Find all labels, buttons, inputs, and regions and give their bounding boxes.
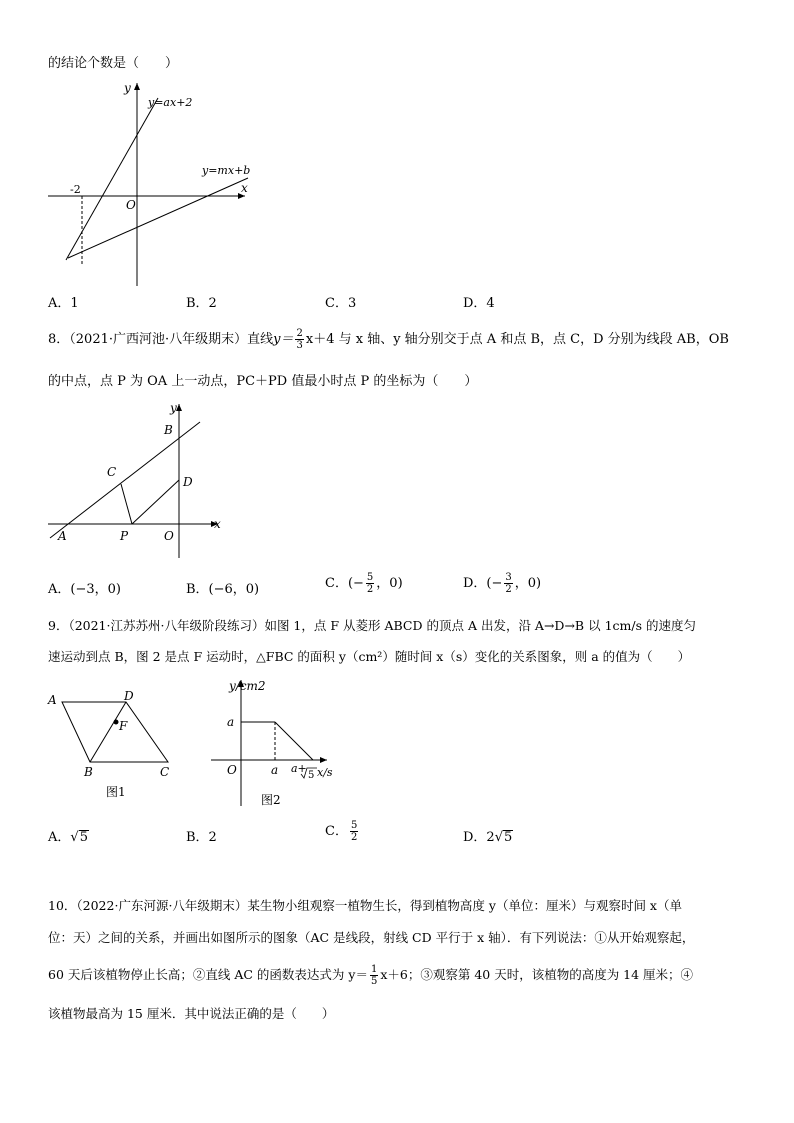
q10-stem-line3	[48, 964, 693, 987]
q8-option-c-frac	[366, 572, 374, 595]
q9-option-d[interactable]	[463, 828, 513, 848]
q8-point-b: B	[164, 423, 173, 437]
q9-fig2-caption: 图2	[261, 793, 281, 807]
q10-line3-a: 60 天后该植物停止长高；②直线 AC 的函数表达式为 y＝	[48, 967, 368, 982]
q8-y-label: y	[170, 401, 177, 415]
q8-option-a[interactable]: A．(−3，0)	[48, 582, 121, 597]
q7-option-c[interactable]: C．3	[325, 296, 357, 311]
q8-option-d-den: 2	[505, 584, 512, 595]
q9-figure2-graph	[205, 676, 345, 816]
q9-option-d-pre: D．2	[463, 830, 495, 845]
q8-option-d-frac	[504, 572, 512, 595]
q9-fig1-d: D	[124, 689, 134, 703]
q10-frac-den: 5	[370, 976, 378, 987]
q9-option-d-radicand: 5	[504, 830, 513, 845]
q8-after-frac: x＋4 与 x 轴、y 轴分别交于点 A 和点 B，点 C，D 分别为线段 AB，OB	[305, 332, 729, 347]
q8-option-d-post: ，0)	[514, 576, 542, 591]
q9-fig1-b: B	[84, 765, 93, 779]
q9-fig1-a: A	[48, 693, 57, 707]
q9-option-a-pre: A．	[48, 830, 71, 845]
sqrt-icon: √	[70, 830, 79, 845]
q8-figure	[40, 400, 230, 560]
q9-option-c-den: 2	[350, 832, 358, 843]
q9-fig2-sqrt5: 5	[308, 770, 315, 781]
q8-option-c[interactable]	[325, 572, 403, 595]
q9-fig1-c: C	[160, 765, 170, 779]
q8-x-label: x	[214, 517, 221, 531]
q8-point-p: P	[120, 529, 129, 543]
q10-stem-line2: 位：天）之间的关系，并画出如图所示的图象（AC 是线段，射线 CD 平行于 x 轴）．有下列说法：①从开始观察起，	[48, 930, 695, 945]
q7-x-label: x	[241, 181, 248, 195]
q8-option-c-post: ，0)	[376, 576, 403, 591]
q8-option-d-pre: D．(−	[463, 576, 503, 591]
q9-fig1-caption: 图1	[106, 785, 126, 799]
q10-frac-num: 1	[370, 964, 378, 975]
q9-stem-line2: 速运动到点 B，图 2 是点 F 运动时，△FBC 的面积 y（cm²）随时间 x（s）变化的关系图象，则 a 的值为（ ）	[48, 649, 691, 664]
q8-frac-numerator: 2	[296, 328, 303, 339]
q8-option-b[interactable]: B．(−6，0)	[186, 582, 260, 597]
q8-option-d[interactable]	[463, 572, 541, 595]
q8-point-d: D	[183, 475, 193, 489]
q8-option-d-num: 3	[505, 572, 512, 583]
q9-option-c-num: 5	[350, 820, 358, 831]
q10-fraction	[370, 964, 378, 987]
q9-option-c-pre: C．	[325, 824, 348, 839]
q7-line2-label: y=mx+b	[202, 164, 251, 177]
q9-fig2-x-label: x/s	[317, 766, 333, 779]
q9-fig1-f: F	[119, 719, 128, 733]
q10-stem-line1: 10．（2022·广东河源·八年级期末）某生物小组观察一植物生长，得到植物高度 y（单位：厘米）与观察时间 x（单	[48, 898, 682, 913]
q8-stem-line1	[48, 328, 729, 351]
q8-stem-line2: 的中点，点 P 为 OA 上一动点，PC＋PD 值最小时点 P 的坐标为（ ）	[48, 374, 478, 389]
q8-option-c-num: 5	[366, 572, 374, 583]
q9-fig2-a-x: a	[271, 763, 279, 777]
q7-graph	[40, 78, 260, 293]
q8-frac-denominator: 3	[296, 340, 303, 351]
q10-line3-b: x＋6；③观察第 40 天时，该植物的高度为 14 厘米；④	[380, 967, 694, 982]
q9-fig2-origin: O	[227, 763, 237, 777]
q8-prefix: 8．（2021·广西河池·八年级期末）直线	[48, 332, 274, 347]
q9-fig2-y-label: y/cm2	[229, 679, 266, 693]
q7-option-d[interactable]: D．4	[463, 296, 495, 311]
q7-line1-label: y=ax+2	[148, 96, 193, 109]
q7-tick-label: -2	[70, 183, 81, 196]
q9-option-c-frac	[350, 820, 358, 843]
q9-option-a-radicand: 5	[79, 830, 88, 845]
q7-y-label: y	[124, 81, 131, 95]
q9-figure1-rhombus	[44, 690, 184, 800]
q7-origin: O	[126, 198, 136, 212]
q8-point-c: C	[107, 465, 117, 479]
q9-option-a[interactable]	[48, 828, 89, 848]
q10-stem-line4: 该植物最高为 15 厘米．其中说法正确的是（ ）	[48, 1006, 335, 1021]
q7-option-b[interactable]: B．2	[186, 296, 217, 311]
q7-stem-tail: 的结论个数是（ ）	[48, 56, 179, 71]
q8-y-eq: y＝	[273, 332, 294, 347]
q8-option-c-den: 2	[366, 584, 374, 595]
q9-stem-line1: 9．（2021·江苏苏州·八年级阶段练习）如图 1，点 F 从菱形 ABCD 的顶点 A 出发，沿 A→D→B 以 1cm/s 的速度匀	[48, 618, 696, 633]
q9-fig2-a-plus: a+	[291, 762, 307, 775]
sqrt-icon: √	[494, 830, 503, 845]
q8-origin: O	[164, 529, 174, 543]
q9-option-c[interactable]	[325, 820, 360, 843]
q9-fig2-a-y: a	[227, 715, 235, 729]
q8-point-a: A	[58, 529, 67, 543]
q7-option-a[interactable]: A．1	[48, 296, 79, 311]
q8-option-c-pre: C．(−	[325, 576, 364, 591]
q8-fraction	[295, 328, 303, 351]
q9-option-b[interactable]: B．2	[186, 830, 217, 845]
